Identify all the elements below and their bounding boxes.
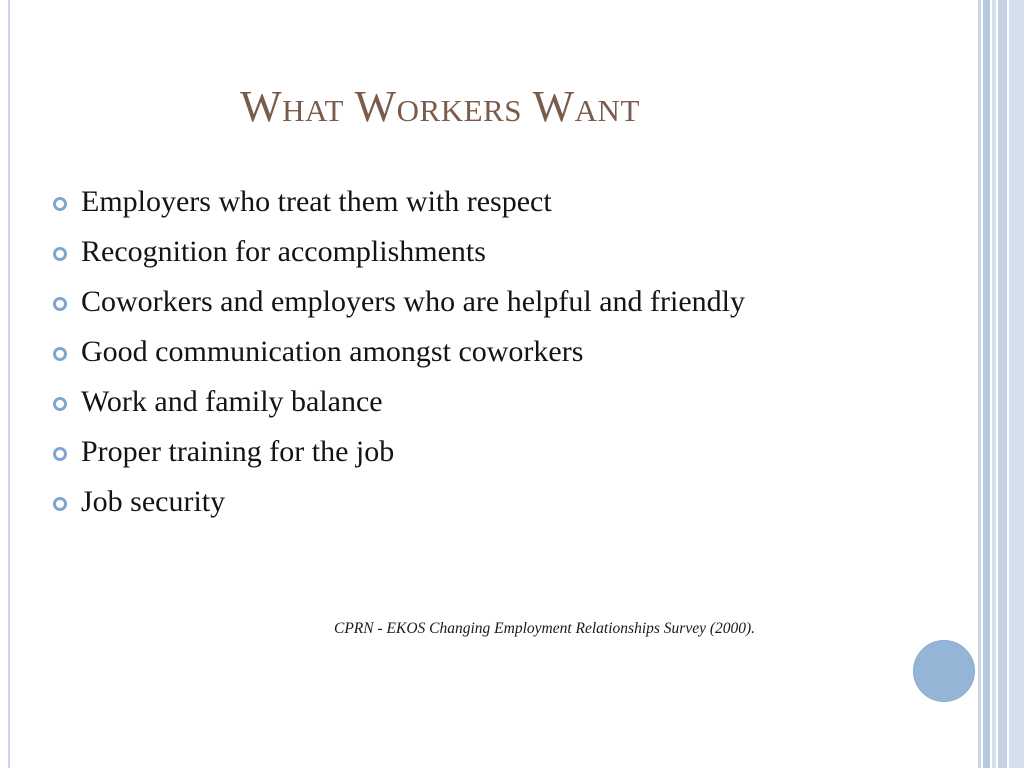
- bullet-text: Work and family balance: [81, 385, 383, 418]
- bullet-icon: [53, 297, 67, 311]
- bullet-text: Recognition for accomplishments: [81, 235, 486, 268]
- bullet-text: Coworkers and employers who are helpful and friendly: [81, 285, 745, 318]
- bullet-text: Proper training for the job: [81, 435, 395, 468]
- list-item: [50, 482, 840, 522]
- bullet-icon: [53, 197, 67, 211]
- bullet-icon: [53, 347, 67, 361]
- decorative-circle: [913, 640, 975, 702]
- bullet-text: Good communication amongst coworkers: [81, 335, 584, 368]
- source-citation: CPRN - EKOS Changing Employment Relationships Survey (2000).: [334, 620, 756, 637]
- right-stripe-decoration: [983, 0, 990, 768]
- bullet-text: Employers who treat them with respect: [81, 185, 552, 218]
- bullet-icon: [53, 247, 67, 261]
- slide-title: What Workers Want: [240, 82, 640, 131]
- right-stripe-decoration: [998, 0, 1007, 768]
- bullet-list: [50, 182, 840, 532]
- list-item: [50, 232, 840, 272]
- bullet-icon: [53, 447, 67, 461]
- bullet-icon: [53, 497, 67, 511]
- right-stripe-decoration: [978, 0, 981, 768]
- list-item: [50, 382, 840, 422]
- right-stripe-decoration: [992, 0, 996, 768]
- bullet-icon: [53, 397, 67, 411]
- bullet-text: Job security: [81, 485, 226, 518]
- right-stripe-decoration: [1009, 0, 1024, 768]
- list-item: [50, 182, 840, 222]
- left-border-line: [8, 0, 10, 768]
- list-item: [50, 332, 840, 372]
- list-item: [50, 282, 840, 322]
- list-item: [50, 432, 840, 472]
